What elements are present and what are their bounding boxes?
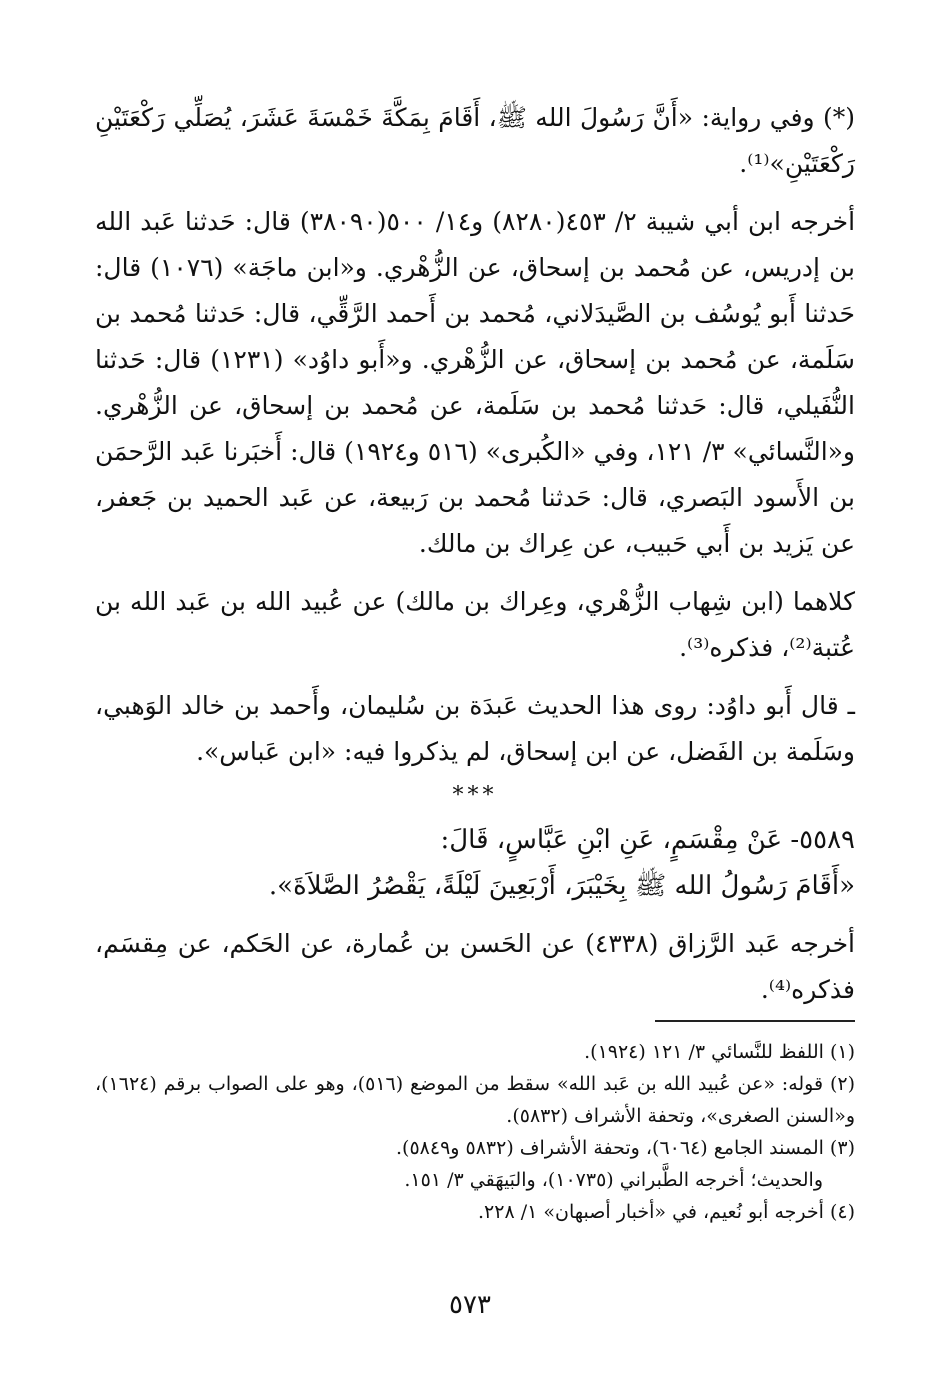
paragraph-takhrij-2: أخرجه عَبد الرَّزاق (٤٣٣٨) عن الحَسن بن عُمارة، عن الحَكم، عن مِقسَم، فذكره⁽⁴⁾. (95, 929, 855, 1004)
footnote-4: (٤) أخرجه أبو نُعيم، في «أخبار أصبهان» ١/ ٢٢٨. (478, 1201, 855, 1223)
hadith-text: «أَقَامَ رَسُولُ الله ﷺ بِخَيْبَرَ، أَرْبَعِينَ لَيْلَةً، يَقْصُرُ الصَّلاَةَ». (268, 871, 855, 901)
page-number: ٥٧٣ (449, 1290, 491, 1320)
section-separator: *** (452, 783, 498, 808)
footnote-3: (٣) المسند الجامع (٦٠٦٤)، وتحفة الأشراف (٥٨٣٢ و٥٨٤٩). (396, 1137, 855, 1159)
hadith-number-line: ٥٥٨٩- عَنْ مِقْسَمٍ، عَنِ ابْنِ عَبَّاسٍ، قَالَ: (440, 825, 855, 855)
main-text (95, 95, 855, 1013)
paragraph-abu-dawud-note: ـ قال أَبو داوُد: روى هذا الحديث عَبدَة بن سُليمان، وأَحمد بن خالد الوَهبي، وسَلَمة بن الفَضل، عن ابن إسحاق، لم يذكروا فيه: «ابن عَباس». (95, 691, 855, 766)
paragraph-variant-narration: (*) وفي رواية: «أَنَّ رَسُولَ الله ﷺ، أَقَامَ بِمَكَّةَ خَمْسَةَ عَشَرَ، يُصَلِّي رَكْعَتَيْنِ رَكْعَتَيْنِ»⁽¹⁾. (95, 103, 855, 178)
paragraph-both-narrators: كلاهما (ابن شِهاب الزُّهْري، وعِراك بن مالك) عن عُبيد الله بن عَبد الله بن عُتبة⁽²⁾، فذكره⁽³⁾. (95, 587, 855, 662)
footnotes (95, 1020, 855, 1228)
paragraph-takhrij-1: أخرجه ابن أبي شيبة ٢/ ٤٥٣(٨٢٨٠) و١٤/ ٥٠٠(٣٨٠٩٠) قال: حَدثنا عَبد الله بن إدريس، عن مُحمد بن إسحاق، عن الزُّهْري. و«ابن ماجَة» (١٠٧٦) قال: حَدثنا أَبو يُوسُف بن الصَّيدَلاني، مُحمد بن أَحمد الرَّقِّي، قال: حَدثنا مُحمد بن سَلَمة، عن مُحمد بن إسحاق، عن الزُّهْري. و«أَبو داوُد» (١٢٣١) قال: حَدثنا النُّفَيلي، قال: حَدثنا مُحمد بن سَلَمة، عن مُحمد بن إسحاق، عن الزُّهْري. و«النَّسائي» ٣/ ١٢١، وفي «الكُبرى» (٥١٦ و١٩٢٤) قال: أَخبَرنا عَبد الرَّحمَن بن الأَسود البَصري، قال: حَدثنا مُحمد بن رَبيعة، عن عَبد الحميد بن جَعفر، عن يَزيد بن أَبي حَبيب، عن عِراك بن مالك. (95, 207, 856, 558)
footnote-2: (٢) قوله: «عن عُبيد الله بن عَبد الله» سقط من الموضع (٥١٦)، وهو على الصواب برقم (١٦٢٤)، و«السنن الصغرى»، وتحفة الأشراف (٥٨٣٢). (95, 1073, 855, 1127)
footnote-rule (655, 1020, 855, 1022)
footnote-3-continuation: والحديث؛ أخرجه الطَّبراني (١٠٧٣٥)، والبَيهَقي ٣/ ١٥١. (404, 1169, 823, 1191)
footnote-1: (١) اللفظ للنَّسائي ٣/ ١٢١ (١٩٢٤). (584, 1041, 855, 1063)
